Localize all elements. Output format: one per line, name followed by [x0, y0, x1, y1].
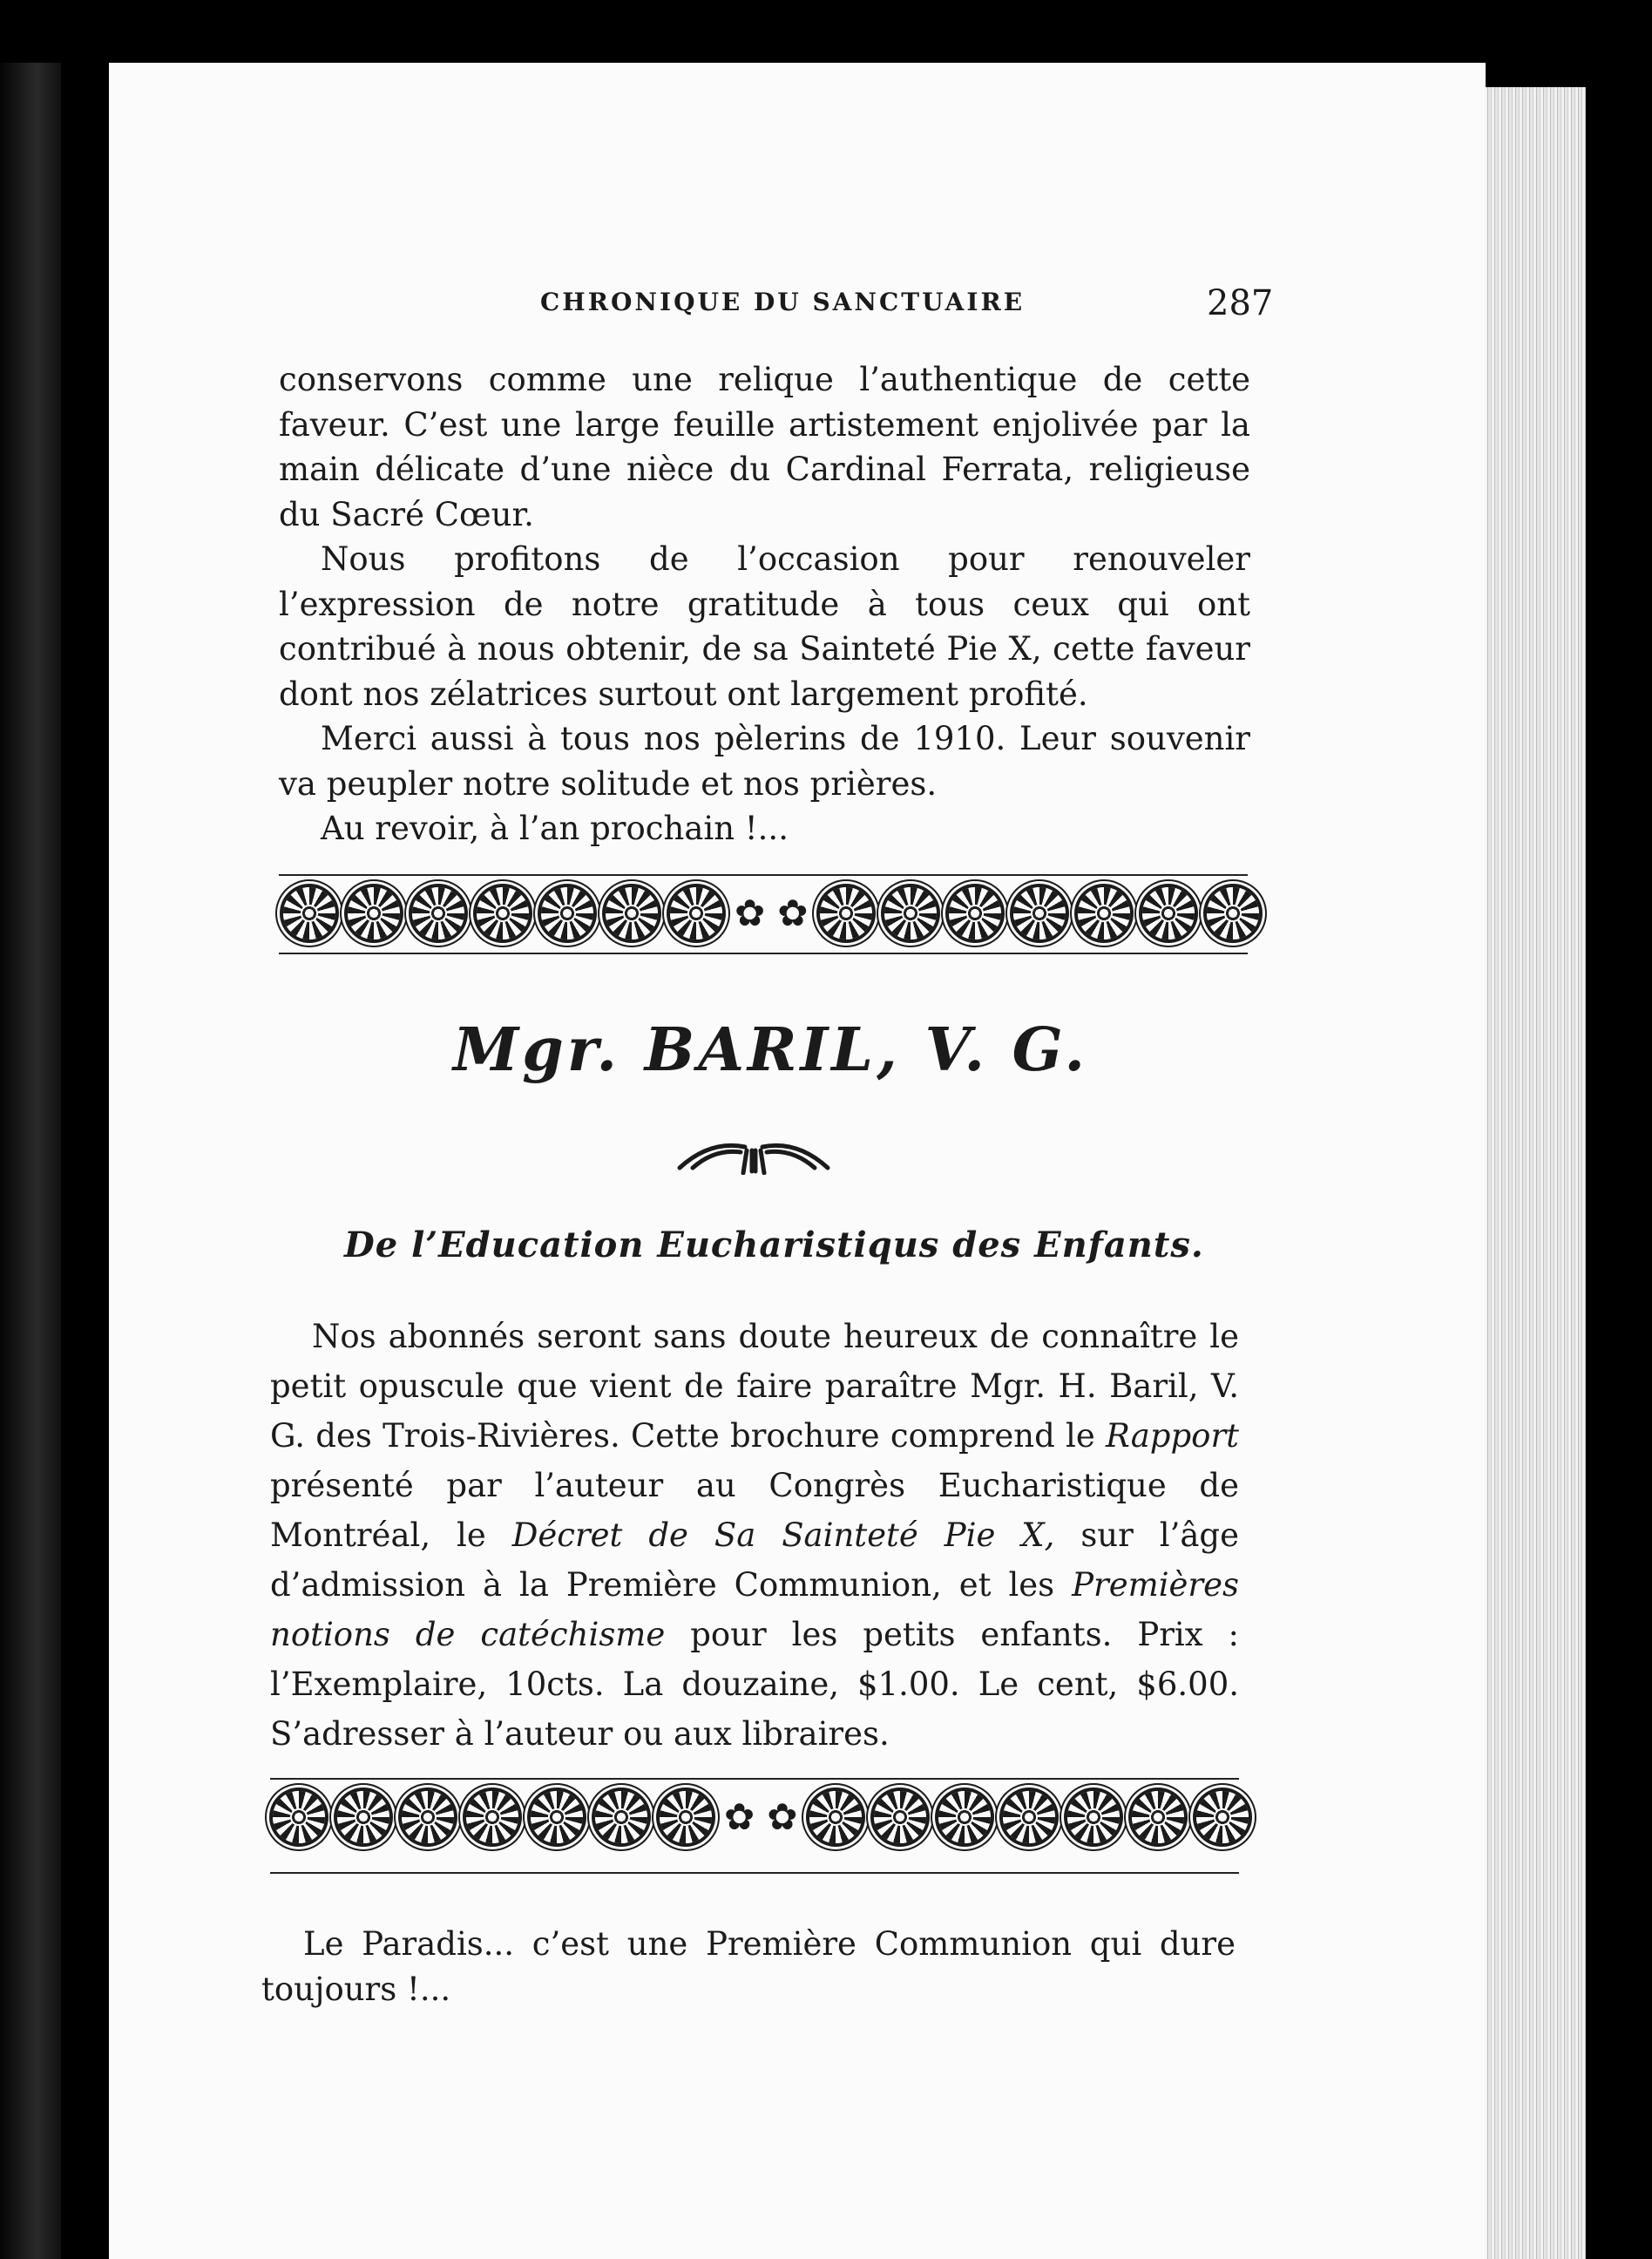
article-italic: Premières notions de catéchisme	[270, 1566, 1239, 1653]
rosette-ornament	[531, 1791, 583, 1843]
rosette-ornament	[1132, 1791, 1184, 1843]
rosette-ornament	[884, 887, 937, 940]
article-text: sur l’âge d’admission à la Première Communion, et les	[270, 1516, 1239, 1604]
rosette-ornament	[1013, 887, 1066, 940]
article-text: présenté par l’auteur au Congrès Eucharistique de Montréal, le	[270, 1467, 1239, 1554]
page-number: 287	[1207, 283, 1274, 323]
article-italic: Rapport	[1106, 1417, 1239, 1455]
rosette-ornament	[1078, 887, 1130, 940]
rosette-ornament	[670, 887, 722, 940]
rule-line	[270, 1778, 1239, 1780]
rosette-ornament	[874, 1791, 926, 1843]
rosette-ornament	[1003, 1791, 1055, 1843]
rosette-ornament	[283, 887, 335, 940]
closing-paragraph: Le Paradis... c’est une Première Communion qui dure toujours !...	[261, 1925, 1236, 2008]
article-body	[270, 1312, 1239, 1759]
book-spine-shadow	[0, 63, 61, 2259]
article-italic: Décret de Sa Sainteté Pie X,	[511, 1516, 1055, 1554]
fleuron-ornament	[675, 1131, 832, 1175]
article-text: Nos abonnés seront sans doute heureux de connaître le petit opuscule que vient de faire paraître Mgr. H. Baril, V. G. des Trois-Rivières. Cette brochure comprend le	[270, 1318, 1239, 1455]
rosette-ornament	[337, 1791, 389, 1843]
rosette-ornament	[938, 1791, 991, 1843]
article-title: Mgr. BARIL, V. G.	[453, 1015, 1089, 1085]
rosette-ornament	[477, 887, 529, 940]
rosette-ornament	[1142, 887, 1195, 940]
running-header: CHRONIQUE DU SANCTUAIRE	[540, 288, 1026, 316]
paragraph: Nous profitons de l’occasion pour renouveler l’expression de notre gratitude à tous ceux qui ont contribué à nous obtenir, de sa Sainteté Pie X, cette faveur dont nos zélatrices surtout ont largement profité.	[279, 540, 1250, 713]
paragraph: conservons comme une relique l’authentique de cette faveur. C’est une large feuille artistement enjolivée par la main délicate d’une nièce du Cardinal Ferrata, religieuse du Sacré Cœur.	[279, 361, 1250, 533]
rosette-ornament	[348, 887, 400, 940]
rosette-ornament	[1196, 1791, 1249, 1843]
rule-line	[270, 1872, 1239, 1874]
rosette-ornament	[820, 887, 872, 940]
rule-line	[279, 874, 1248, 876]
ornament-band	[283, 887, 1259, 940]
rosette-ornament	[660, 1791, 712, 1843]
article-subtitle: De l’Education Eucharistiqus des Enfants.	[344, 1224, 1204, 1265]
top-text-block	[279, 357, 1250, 851]
rosette-ornament	[1207, 887, 1259, 940]
rosette-ornament	[412, 887, 464, 940]
closing-text-block	[261, 1922, 1236, 2011]
rosette-ornament	[541, 887, 593, 940]
article-text: pour les petits enfants. Prix : l’Exemplaire, 10cts. La douzaine, $1.00. Le cent, $6.00. S’adresser à l’auteur ou aux libraires.	[270, 1616, 1240, 1753]
rosette-ornament	[466, 1791, 518, 1843]
flower-ornament: ✿	[777, 892, 809, 934]
rosette-ornament	[1067, 1791, 1120, 1843]
paragraph: Au revoir, à l’an prochain !...	[321, 810, 789, 847]
rosette-ornament	[273, 1791, 325, 1843]
rosette-ornament	[595, 1791, 647, 1843]
paragraph: Merci aussi à tous nos pèlerins de 1910. Leur souvenir va peupler notre solitude et nos prières.	[279, 720, 1250, 803]
rosette-ornament	[402, 1791, 454, 1843]
rule-line	[279, 953, 1248, 954]
ornament-band	[273, 1791, 1249, 1843]
rosette-ornament	[606, 887, 658, 940]
flower-ornament: ✿	[767, 1795, 798, 1838]
flower-ornament: ✿	[735, 892, 766, 934]
flower-ornament: ✿	[724, 1795, 755, 1838]
page-edges	[1481, 87, 1586, 2259]
rosette-ornament	[809, 1791, 862, 1843]
rosette-ornament	[949, 887, 1001, 940]
